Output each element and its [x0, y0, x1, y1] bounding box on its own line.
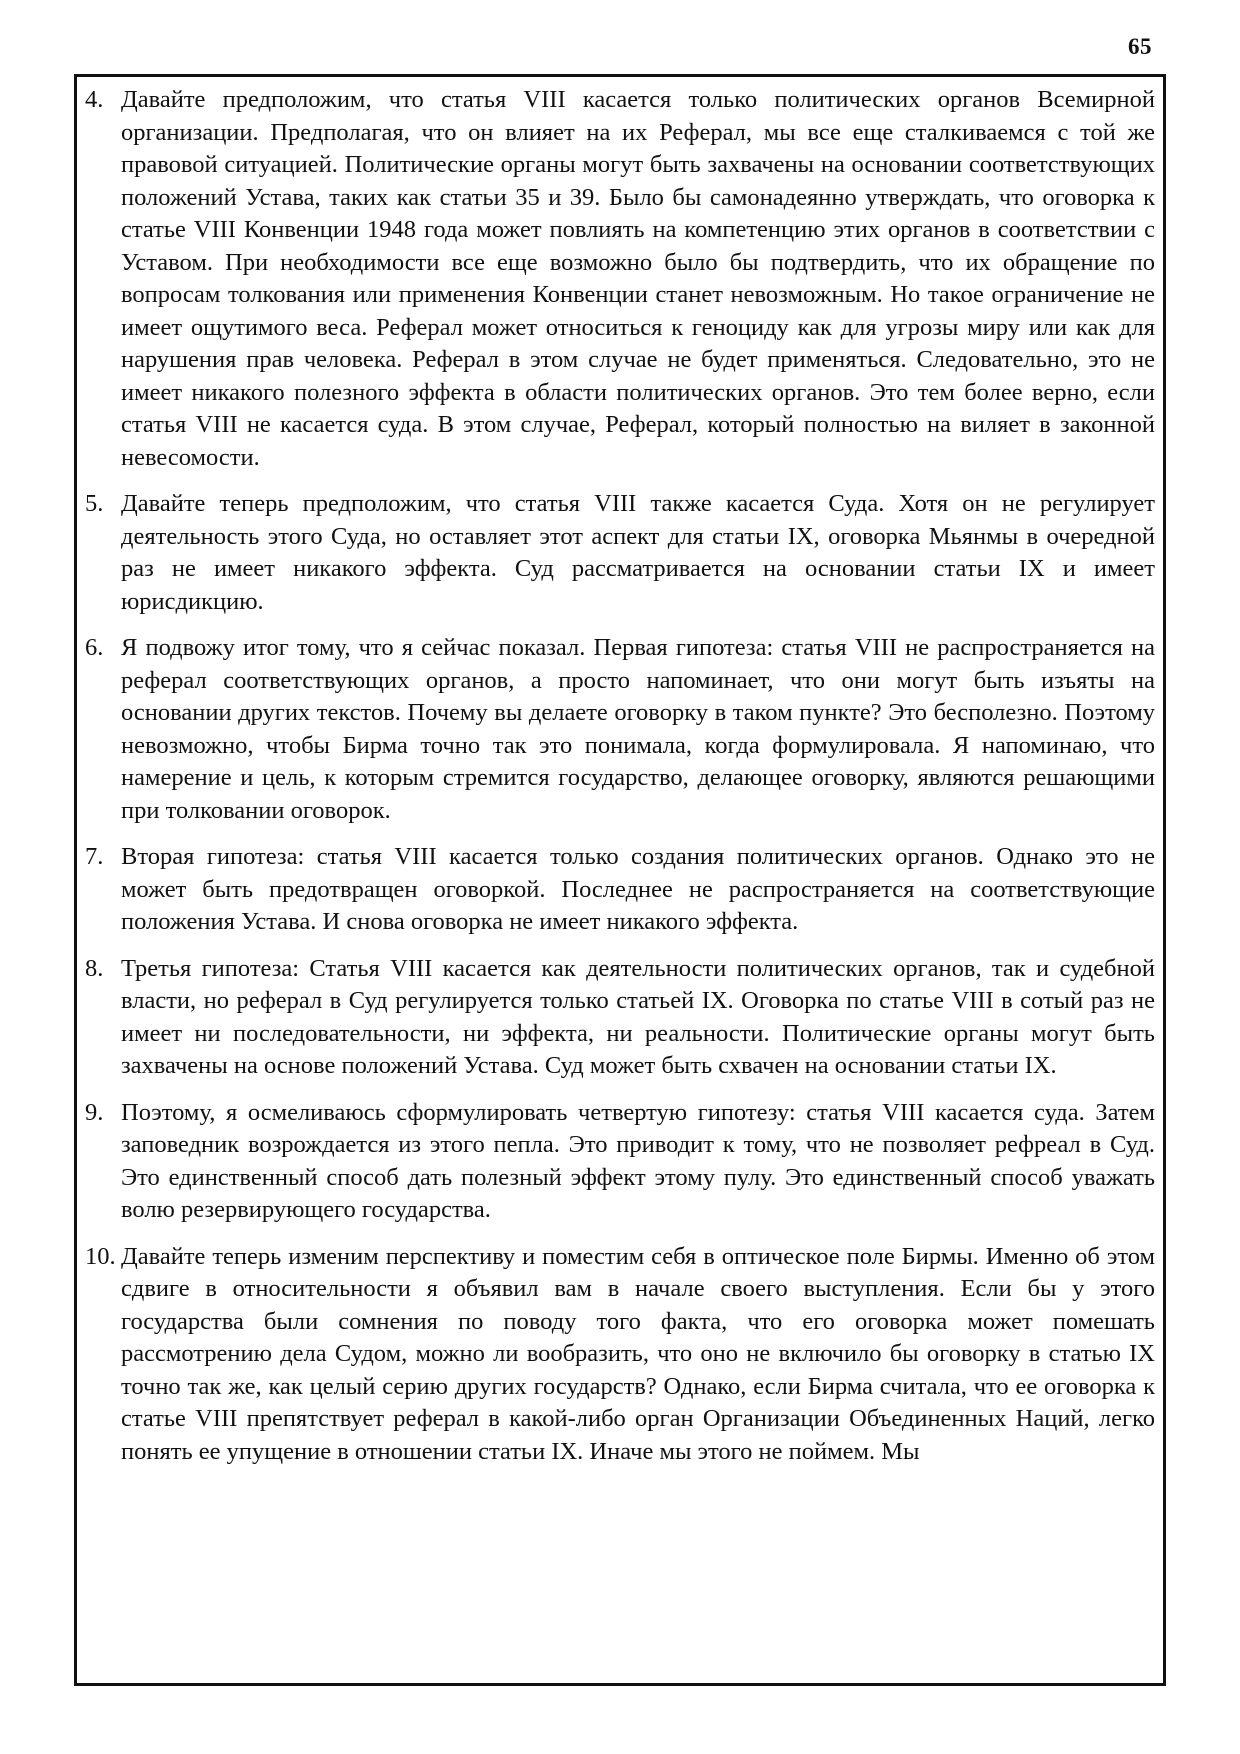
paragraph-item [85, 1097, 1155, 1227]
paragraph-text: Давайте теперь изменим перспективу и поместим себя в оптическое поле Бирмы. Именно об этом сдвиге в относительности я объявил вам в начале своего выступления. Если бы у этого государства были сомнения по поводу того факта, что его оговорка может помешать рассмотрению дела Судом, можно ли вообразить, что оно не включило бы оговорку в статью IX точно так же, как целый серию других государств? Однако, если Бирма считала, что ее оговорка к статье VIII препятствует реферал в какой-либо орган Организации Объединенных Наций, легко понять ее упущение в отношении статьи IX. Иначе мы этого не поймем. Мы [121, 1242, 1155, 1465]
paragraph-number: 6. [85, 634, 104, 661]
paragraph-number: 9. [85, 1098, 104, 1126]
paragraph-number: 5. [85, 490, 104, 517]
paragraph-text: Поэтому, я осмеливаюсь сформулировать четвертую гипотезу: статья VIII касается суда. Затем заповедник возрождается из этого пепла. Это приводит к тому, что не позволяет рефреал в Суд. Это единственный способ дать полезный эффект этому пулу. Это единственный способ уважать волю резервирующего государства. [121, 1098, 1155, 1223]
text-frame [74, 74, 1166, 1686]
paragraph-number: 8. [85, 954, 104, 982]
paragraph-item [85, 632, 1155, 827]
paragraph-number: 7. [85, 843, 104, 870]
paragraph-item [85, 84, 1155, 474]
paragraph-text: Давайте предположим, что статья VIII касается только политических органов Всемирной организации. Предполагая, что он влияет на их Реферал, мы все еще сталкиваемся с той же правовой ситуацией. Политические органы могут быть захвачены на основании соответствующих положений Устава, таких как статьи 35 и 39. Было бы самонадеянно утверждать, что оговорка к статье VIII Конвенции 1948 года может повлиять на компетенцию этих органов в соответствии с Уставом. При необходимости все еще возможно было бы подтвердить, что их обращение по вопросам толкования или применения Конвенции станет невозможным. Но такое ограничение не имеет ощутимого веса. Реферал может относиться к геноциду как для угрозы миру или как для нарушения прав человека. Реферал в этом случае не будет применяться. Следовательно, это не имеет никакого полезного эффекта в области политических органов. Это тем более верно, если статья VIII не касается суда. В этом случае, Реферал, который полностью на виляет в законной невесомости. [121, 86, 1155, 471]
paragraph-number: 10. [85, 1242, 116, 1270]
paragraph-number: 4. [85, 86, 104, 113]
paragraph-item [85, 841, 1155, 939]
paragraph-text: Давайте теперь предположим, что статья VIII также касается Суда. Хотя он не регулирует деятельность этого Суда, но оставляет этот аспект для статьи IX, оговорка Мьянмы в очередной раз не имеет никакого эффекта. Суд рассматривается на основании статьи IX и имеет юрисдикцию. [121, 490, 1155, 615]
paragraph-text: Вторая гипотеза: статья VIII касается только создания политических органов. Однако это не может быть предотвращен оговоркой. Последнее не распространяется на соответствующие положения Устава. И снова оговорка не имеет никакого эффекта. [121, 843, 1155, 935]
paragraph-text: Третья гипотеза: Статья VIII касается как деятельности политических органов, так и судебной власти, но реферал в Суд регулируется только статьей IX. Оговорка по статье VIII в сотый раз не имеет ни последовательности, ни эффекта, ни реальности. Политические органы могут быть захвачены на основе положений Устава. Суд может быть схвачен на основании статьи IX. [121, 954, 1155, 1079]
paragraph-item [85, 488, 1155, 618]
paragraph-item [85, 1241, 1155, 1469]
paragraph-text: Я подвожу итог тому, что я сейчас показал. Первая гипотеза: статья VIII не распространяется на реферал соответствующих органов, а просто напоминает, что они могут быть изъяты на основании других текстов. Почему вы делаете оговорку в таком пункте? Это бесполезно. Поэтому невозможно, чтобы Бирма точно так это понимала, когда формулировала. Я напоминаю, что намерение и цель, к которым стремится государство, делающее оговорку, являются решающими при толковании оговорок. [121, 634, 1155, 824]
paragraph-item [85, 953, 1155, 1083]
numbered-paragraph-list [77, 77, 1163, 1468]
page-number: 65 [1128, 34, 1152, 59]
